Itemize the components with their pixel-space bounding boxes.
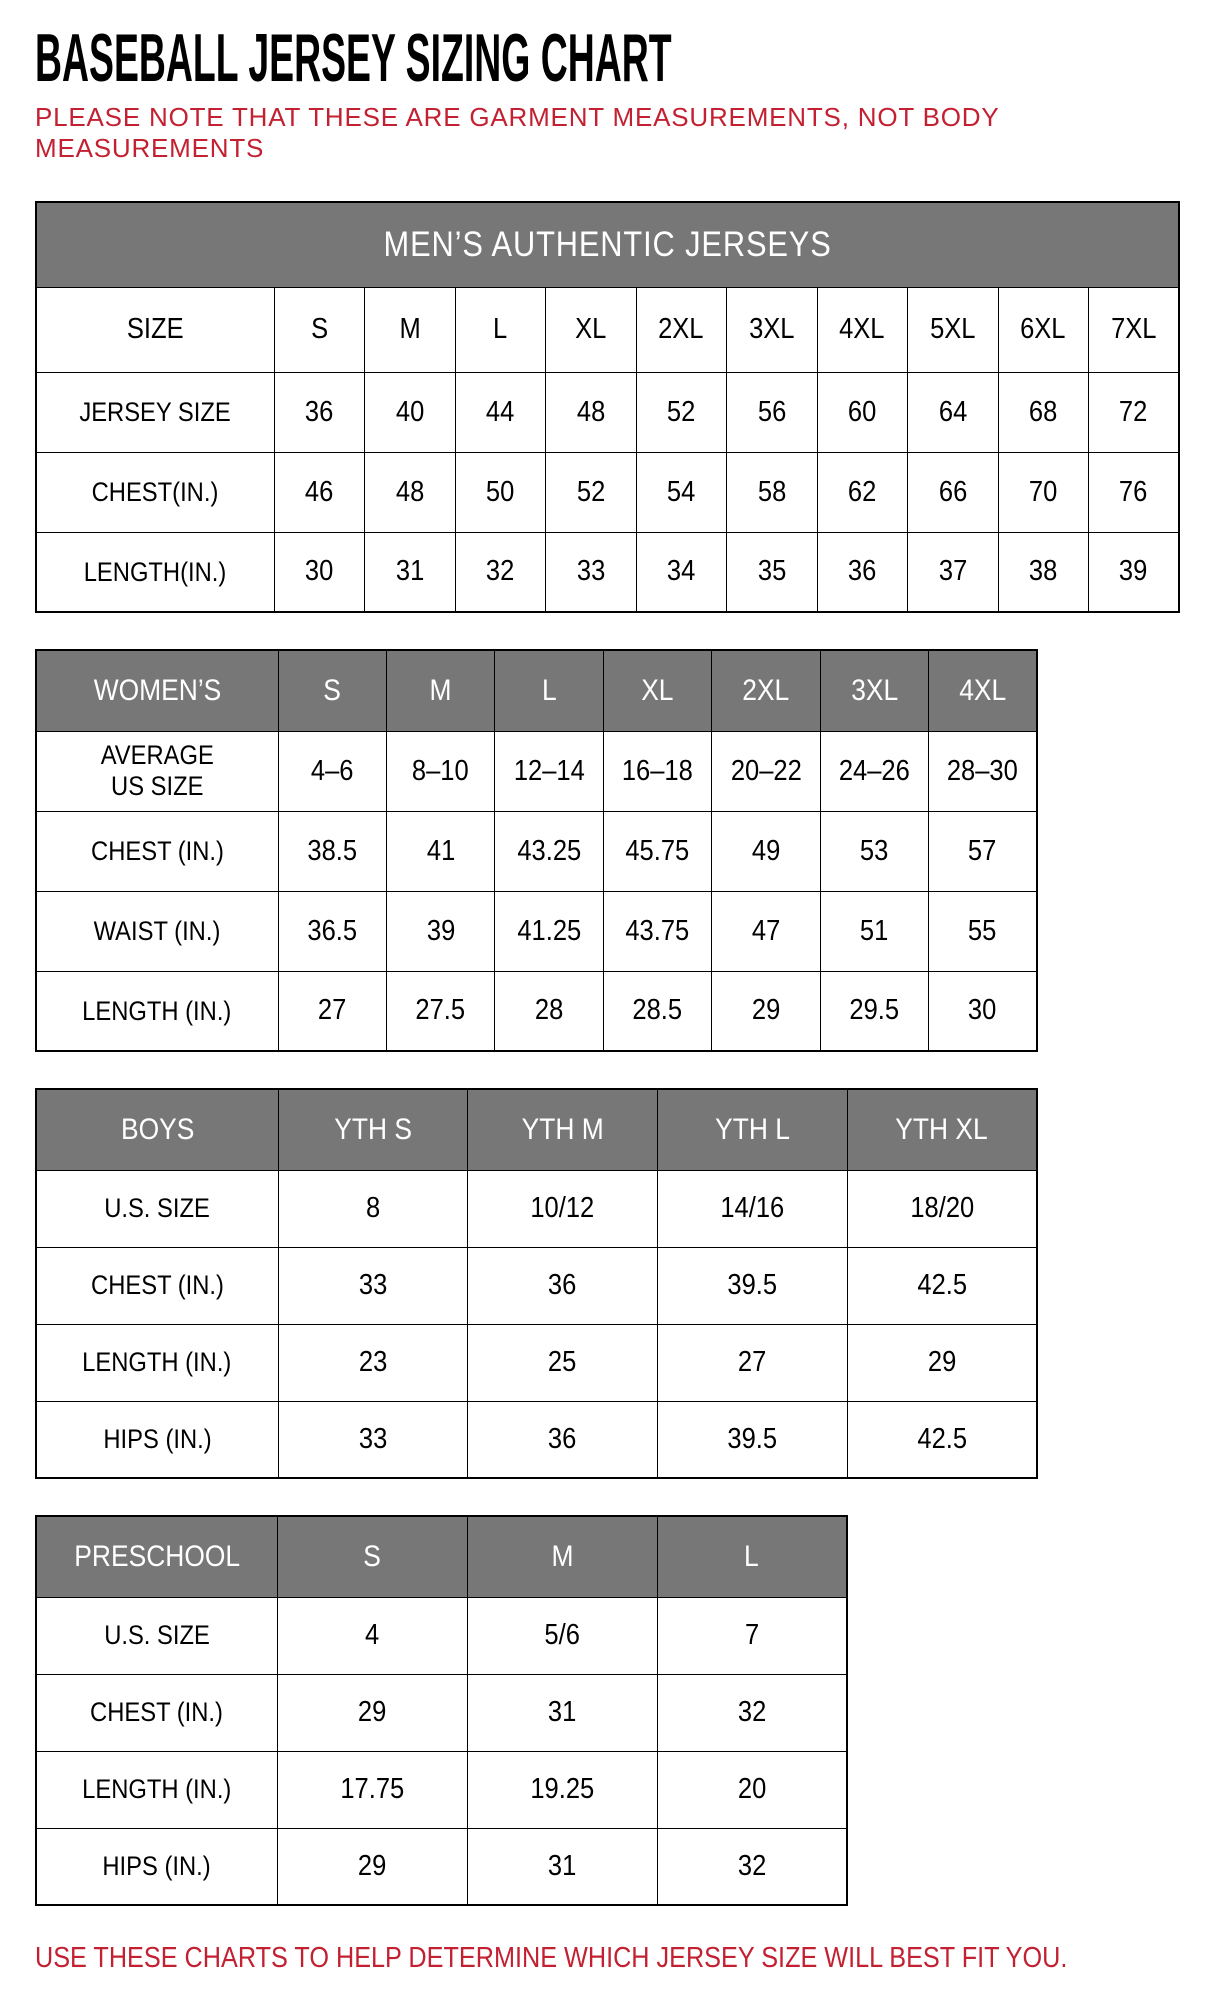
womens-length-in-m-cell — [386, 971, 494, 1051]
mens-col-header-7xl — [1089, 287, 1180, 372]
mens-col-header-6xl-text: 6XL — [1020, 313, 1066, 346]
mens-chest-in-s-cell — [274, 452, 365, 532]
boys-hips-in-yth-m-cell — [468, 1401, 658, 1478]
boys-row-chest-in — [36, 1247, 1037, 1324]
womens-row-length-in — [36, 971, 1037, 1051]
mens-col-header-3xl-text: 3XL — [749, 313, 795, 346]
mens-length-in-3xl-cell — [727, 532, 818, 612]
mens-col-header-xl-text: XL — [575, 313, 607, 346]
preschool-row-label-hips-in-text: HIPS (IN.) — [102, 1851, 211, 1882]
mens-jersey-size-s-cell — [274, 372, 365, 452]
boys-col-header-yth-l — [658, 1089, 848, 1170]
boys-u-s-size-yth-l-value: 14/16 — [720, 1192, 785, 1225]
preschool-hips-in-m-cell — [467, 1828, 657, 1905]
mens-length-in-xl-cell — [546, 532, 637, 612]
womens-row-label-average-us-size-text: AVERAGE US SIZE — [100, 740, 214, 802]
boys-u-s-size-yth-m-value: 10/12 — [530, 1192, 595, 1225]
womens-chest-in-l-cell — [495, 811, 603, 891]
mens-length-in-3xl-value: 35 — [757, 555, 786, 588]
mens-chest-in-5xl-value: 66 — [938, 475, 967, 508]
womens-col-header-2xl-text: 2XL — [742, 673, 790, 707]
boys-chest-in-yth-m-value: 36 — [548, 1269, 577, 1302]
womens-length-in-m-value: 27.5 — [415, 994, 466, 1027]
mens-jersey-size-xl-value: 48 — [576, 395, 605, 428]
boys-length-in-yth-l-value: 27 — [738, 1346, 767, 1379]
preschool-hips-in-s-value: 29 — [357, 1849, 387, 1882]
boys-row-label-length-in-text: LENGTH (IN.) — [82, 1347, 232, 1378]
boys-u-s-size-yth-s-cell — [278, 1170, 468, 1247]
womens-chest-in-xl-value: 45.75 — [625, 834, 690, 867]
note-line-2: MEASUREMENTS — [35, 132, 265, 163]
mens-chest-in-m-cell — [365, 452, 456, 532]
womens-col-header-4xl-text: 4XL — [959, 673, 1006, 707]
preschool-length-in-s-cell — [277, 1751, 467, 1828]
mens-row-label-chest-in — [36, 452, 274, 532]
boys-row-label-hips-in-text: HIPS (IN.) — [103, 1424, 212, 1455]
womens-chest-in-m-cell — [386, 811, 494, 891]
mens-length-in-4xl-cell — [817, 532, 908, 612]
womens-chest-in-2xl-value: 49 — [751, 834, 781, 867]
mens-row-length-in — [36, 532, 1179, 612]
womens-waist-in-s-cell — [278, 891, 386, 971]
womens-col-header-xl-text: XL — [641, 673, 674, 707]
mens-length-in-6xl-cell — [998, 532, 1089, 612]
mens-col-header-3xl — [727, 287, 818, 372]
womens-col-header-women-s-text: WOMEN’S — [93, 673, 222, 707]
womens-waist-in-2xl-value: 47 — [751, 914, 781, 947]
womens-row-waist-in — [36, 891, 1037, 971]
mens-jersey-size-3xl-cell — [727, 372, 818, 452]
preschool-length-in-s-value: 17.75 — [340, 1773, 404, 1806]
boys-u-s-size-yth-l-cell — [658, 1170, 848, 1247]
preschool-u-s-size-m-cell — [467, 1597, 657, 1674]
mens-col-header-m-text: M — [399, 313, 421, 346]
boys-col-header-yth-xl-text: YTH XL — [895, 1112, 989, 1146]
womens-col-header-m — [386, 650, 494, 731]
mens-jersey-size-xl-cell — [546, 372, 637, 452]
preschool-u-s-size-l-cell — [657, 1597, 847, 1674]
mens-col-header-size-text: SIZE — [126, 313, 184, 346]
boys-chest-in-yth-xl-value: 42.5 — [917, 1269, 967, 1302]
preschool-header-row — [36, 1516, 847, 1597]
womens-col-header-women-s — [36, 650, 278, 731]
womens-chest-in-s-value: 38.5 — [307, 834, 358, 867]
boys-header-row — [36, 1089, 1037, 1170]
womens-row-chest-in — [36, 811, 1037, 891]
preschool-row-label-chest-in-text: CHEST (IN.) — [90, 1697, 224, 1728]
womens-col-header-m-text: M — [429, 673, 452, 707]
womens-sizing-table — [35, 649, 1038, 1052]
boys-col-header-boys-text: BOYS — [120, 1112, 194, 1146]
preschool-col-header-s-text: S — [363, 1539, 381, 1573]
womens-waist-in-4xl-value: 55 — [968, 914, 997, 947]
womens-row-average-us-size — [36, 731, 1037, 811]
boys-hips-in-yth-xl-cell — [847, 1401, 1037, 1478]
preschool-length-in-m-value: 19.25 — [530, 1773, 594, 1806]
womens-row-label-chest-in — [36, 811, 278, 891]
mens-col-header-l-text: L — [493, 313, 508, 346]
mens-chest-in-l-cell — [455, 452, 546, 532]
womens-average-us-size-s-cell — [278, 731, 386, 811]
womens-chest-in-l-value: 43.25 — [517, 834, 581, 867]
mens-length-in-xl-value: 33 — [576, 555, 605, 588]
preschool-row-label-length-in-text: LENGTH (IN.) — [82, 1774, 232, 1805]
womens-length-in-4xl-cell — [929, 971, 1037, 1051]
mens-length-in-7xl-value: 39 — [1119, 555, 1148, 588]
preschool-col-header-m — [467, 1516, 657, 1597]
boys-col-header-yth-l-text: YTH L — [714, 1112, 790, 1146]
mens-jersey-size-7xl-value: 72 — [1119, 395, 1148, 428]
boys-length-in-yth-s-cell — [278, 1324, 468, 1401]
boys-row-label-u-s-size-text: U.S. SIZE — [104, 1193, 211, 1224]
womens-length-in-2xl-cell — [712, 971, 820, 1051]
womens-chest-in-4xl-value: 57 — [968, 834, 997, 867]
preschool-hips-in-l-value: 32 — [737, 1849, 766, 1882]
preschool-hips-in-m-value: 31 — [547, 1849, 577, 1882]
mens-banner — [36, 202, 1179, 287]
womens-length-in-s-value: 27 — [318, 994, 347, 1027]
preschool-col-header-preschool-text: PRESCHOOL — [73, 1539, 240, 1573]
preschool-chest-in-s-cell — [277, 1674, 467, 1751]
womens-row-label-length-in-text: LENGTH (IN.) — [82, 995, 232, 1026]
boys-length-in-yth-xl-value: 29 — [927, 1346, 957, 1379]
mens-length-in-m-value: 31 — [395, 555, 424, 588]
womens-row-label-average-us-size — [36, 731, 278, 811]
mens-length-in-l-value: 32 — [486, 555, 515, 588]
boys-hips-in-yth-l-value: 39.5 — [727, 1422, 778, 1455]
note-line-1: PLEASE NOTE THAT THESE ARE GARMENT MEASUREMENTS, NOT BODY — [35, 102, 1000, 132]
womens-col-header-xl — [603, 650, 711, 731]
boys-hips-in-yth-s-cell — [278, 1401, 468, 1478]
mens-col-header-xl — [546, 287, 637, 372]
womens-length-in-l-cell — [495, 971, 603, 1051]
mens-col-header-size — [36, 287, 274, 372]
mens-chest-in-7xl-cell — [1089, 452, 1180, 532]
boys-length-in-yth-m-value: 25 — [548, 1346, 577, 1379]
womens-chest-in-3xl-cell — [820, 811, 928, 891]
mens-col-header-2xl-text: 2XL — [658, 313, 704, 346]
mens-length-in-l-cell — [455, 532, 546, 612]
mens-length-in-s-cell — [274, 532, 365, 612]
preschool-col-header-l — [657, 1516, 847, 1597]
womens-length-in-3xl-value: 29.5 — [849, 994, 900, 1027]
mens-col-header-4xl — [817, 287, 908, 372]
boys-row-label-u-s-size — [36, 1170, 278, 1247]
boys-chest-in-yth-xl-cell — [847, 1247, 1037, 1324]
womens-row-label-waist-in-text: WAIST (IN.) — [93, 915, 221, 946]
garment-measurement-note — [35, 102, 1190, 163]
preschool-hips-in-s-cell — [277, 1828, 467, 1905]
boys-u-s-size-yth-xl-value: 18/20 — [909, 1192, 974, 1225]
boys-col-header-yth-m — [468, 1089, 658, 1170]
womens-average-us-size-2xl-cell — [712, 731, 820, 811]
boys-hips-in-yth-xl-value: 42.5 — [917, 1422, 967, 1455]
preschool-row-u-s-size — [36, 1597, 847, 1674]
mens-banner-text: MEN’S AUTHENTIC JERSEYS — [383, 224, 832, 264]
mens-jersey-size-5xl-cell — [908, 372, 999, 452]
page-title: BASEBALL JERSEY SIZING CHART — [35, 20, 672, 96]
boys-col-header-yth-s — [278, 1089, 468, 1170]
mens-jersey-size-4xl-cell — [817, 372, 908, 452]
preschool-row-label-chest-in — [36, 1674, 277, 1751]
womens-col-header-3xl — [820, 650, 928, 731]
womens-col-header-l-text: L — [541, 673, 557, 707]
mens-jersey-size-m-value: 40 — [395, 395, 424, 428]
womens-average-us-size-xl-cell — [603, 731, 711, 811]
preschool-row-label-u-s-size — [36, 1597, 277, 1674]
womens-col-header-s-text: S — [323, 673, 342, 707]
mens-jersey-size-6xl-cell — [998, 372, 1089, 452]
mens-length-in-2xl-value: 34 — [667, 555, 696, 588]
womens-length-in-xl-value: 28.5 — [632, 994, 683, 1027]
womens-average-us-size-s-value: 4–6 — [310, 754, 354, 787]
preschool-u-s-size-s-value: 4 — [364, 1619, 380, 1652]
preschool-chest-in-s-value: 29 — [357, 1696, 387, 1729]
footer-note — [35, 1942, 1190, 1975]
mens-col-header-7xl-text: 7XL — [1110, 313, 1157, 346]
preschool-length-in-l-value: 20 — [737, 1773, 766, 1806]
boys-chest-in-yth-s-cell — [278, 1247, 468, 1324]
boys-row-hips-in — [36, 1401, 1037, 1478]
boys-col-header-yth-m-text: YTH M — [521, 1112, 604, 1146]
womens-average-us-size-4xl-value: 28–30 — [947, 754, 1019, 787]
preschool-row-label-u-s-size-text: U.S. SIZE — [103, 1620, 210, 1651]
mens-jersey-size-2xl-cell — [636, 372, 727, 452]
preschool-chest-in-m-value: 31 — [547, 1696, 577, 1729]
mens-jersey-size-s-value: 36 — [305, 395, 334, 428]
womens-row-label-length-in — [36, 971, 278, 1051]
mens-chest-in-xl-cell — [546, 452, 637, 532]
boys-chest-in-yth-m-cell — [468, 1247, 658, 1324]
mens-chest-in-5xl-cell — [908, 452, 999, 532]
mens-col-header-l — [455, 287, 546, 372]
mens-row-chest-in — [36, 452, 1179, 532]
boys-row-label-length-in — [36, 1324, 278, 1401]
mens-length-in-4xl-value: 36 — [848, 555, 877, 588]
womens-length-in-l-value: 28 — [534, 994, 564, 1027]
mens-col-header-2xl — [636, 287, 727, 372]
mens-chest-in-3xl-value: 58 — [757, 475, 786, 508]
mens-jersey-size-m-cell — [365, 372, 456, 452]
womens-waist-in-4xl-cell — [929, 891, 1037, 971]
boys-row-label-chest-in — [36, 1247, 278, 1324]
preschool-row-length-in — [36, 1751, 847, 1828]
mens-chest-in-2xl-cell — [636, 452, 727, 532]
mens-jersey-size-4xl-value: 60 — [848, 395, 877, 428]
mens-authentic-jerseys-table — [35, 201, 1180, 613]
boys-u-s-size-yth-xl-cell — [847, 1170, 1037, 1247]
womens-chest-in-m-value: 41 — [426, 834, 455, 867]
womens-chest-in-4xl-cell — [929, 811, 1037, 891]
boys-chest-in-yth-l-cell — [658, 1247, 848, 1324]
boys-row-length-in — [36, 1324, 1037, 1401]
womens-waist-in-3xl-cell — [820, 891, 928, 971]
preschool-row-chest-in — [36, 1674, 847, 1751]
preschool-chest-in-l-value: 32 — [737, 1696, 766, 1729]
boys-col-header-boys — [36, 1089, 278, 1170]
womens-average-us-size-l-cell — [495, 731, 603, 811]
mens-length-in-s-value: 30 — [305, 555, 334, 588]
womens-chest-in-2xl-cell — [712, 811, 820, 891]
womens-average-us-size-m-cell — [386, 731, 494, 811]
womens-length-in-2xl-value: 29 — [751, 994, 781, 1027]
preschool-col-header-preschool — [36, 1516, 277, 1597]
mens-jersey-size-7xl-cell — [1089, 372, 1180, 452]
womens-waist-in-m-cell — [386, 891, 494, 971]
preschool-col-header-m-text: M — [551, 1539, 573, 1573]
womens-waist-in-s-value: 36.5 — [307, 914, 358, 947]
womens-average-us-size-3xl-cell — [820, 731, 928, 811]
womens-average-us-size-l-value: 12–14 — [513, 754, 585, 787]
boys-sizing-table — [35, 1088, 1038, 1479]
mens-row-label-jersey-size — [36, 372, 274, 452]
boys-u-s-size-yth-s-value: 8 — [365, 1192, 380, 1225]
boys-length-in-yth-m-cell — [468, 1324, 658, 1401]
boys-row-u-s-size — [36, 1170, 1037, 1247]
mens-length-in-6xl-value: 38 — [1029, 555, 1058, 588]
mens-jersey-size-l-cell — [455, 372, 546, 452]
mens-jersey-size-3xl-value: 56 — [757, 395, 786, 428]
mens-col-header-5xl-text: 5XL — [930, 313, 976, 346]
womens-waist-in-xl-cell — [603, 891, 711, 971]
mens-row-jersey-size — [36, 372, 1179, 452]
mens-jersey-size-6xl-value: 68 — [1029, 395, 1058, 428]
womens-row-label-waist-in — [36, 891, 278, 971]
boys-length-in-yth-xl-cell — [847, 1324, 1037, 1401]
preschool-sizing-table — [35, 1515, 848, 1906]
mens-chest-in-6xl-value: 70 — [1029, 475, 1058, 508]
womens-col-header-s — [278, 650, 386, 731]
mens-chest-in-l-value: 50 — [486, 475, 515, 508]
womens-length-in-3xl-cell — [820, 971, 928, 1051]
preschool-col-header-s — [277, 1516, 467, 1597]
mens-length-in-m-cell — [365, 532, 456, 612]
boys-hips-in-yth-s-value: 33 — [358, 1422, 388, 1455]
mens-chest-in-4xl-value: 62 — [848, 475, 877, 508]
boys-chest-in-yth-s-value: 33 — [358, 1269, 388, 1302]
preschool-row-label-length-in — [36, 1751, 277, 1828]
preschool-length-in-m-cell — [467, 1751, 657, 1828]
womens-col-header-l — [495, 650, 603, 731]
womens-row-label-chest-in-text: CHEST (IN.) — [90, 835, 224, 866]
womens-chest-in-s-cell — [278, 811, 386, 891]
mens-length-in-5xl-value: 37 — [938, 555, 967, 588]
womens-chest-in-xl-cell — [603, 811, 711, 891]
mens-chest-in-s-value: 46 — [305, 475, 334, 508]
mens-header-row — [36, 287, 1179, 372]
preschool-col-header-l-text: L — [744, 1539, 760, 1573]
womens-header-row — [36, 650, 1037, 731]
mens-length-in-7xl-cell — [1089, 532, 1180, 612]
womens-col-header-4xl — [929, 650, 1037, 731]
womens-average-us-size-m-value: 8–10 — [412, 754, 470, 787]
boys-col-header-yth-s-text: YTH S — [333, 1112, 412, 1146]
preschool-u-s-size-s-cell — [277, 1597, 467, 1674]
preschool-length-in-l-cell — [657, 1751, 847, 1828]
mens-row-label-chest-in-text: CHEST(IN.) — [91, 476, 219, 507]
mens-col-header-6xl — [998, 287, 1089, 372]
boys-length-in-yth-s-value: 23 — [358, 1346, 388, 1379]
preschool-u-s-size-m-value: 5/6 — [544, 1619, 580, 1652]
womens-average-us-size-xl-value: 16–18 — [621, 754, 693, 787]
mens-chest-in-7xl-value: 76 — [1119, 475, 1148, 508]
mens-chest-in-4xl-cell — [817, 452, 908, 532]
mens-col-header-m — [365, 287, 456, 372]
preschool-chest-in-m-cell — [467, 1674, 657, 1751]
boys-col-header-yth-xl — [847, 1089, 1037, 1170]
mens-banner-row — [36, 202, 1179, 287]
boys-chest-in-yth-l-value: 39.5 — [727, 1269, 778, 1302]
preschool-u-s-size-l-value: 7 — [744, 1619, 759, 1652]
womens-chest-in-3xl-value: 53 — [860, 834, 889, 867]
womens-waist-in-m-value: 39 — [426, 914, 455, 947]
mens-length-in-5xl-cell — [908, 532, 999, 612]
mens-chest-in-2xl-value: 54 — [667, 475, 696, 508]
mens-row-label-length-in-text: LENGTH(IN.) — [83, 556, 227, 587]
footer-note-text: USE THESE CHARTS TO HELP DETERMINE WHICH JERSEY SIZE WILL BEST FIT YOU. — [35, 1942, 1068, 1975]
womens-col-header-2xl — [712, 650, 820, 731]
mens-jersey-size-2xl-value: 52 — [667, 395, 696, 428]
womens-length-in-s-cell — [278, 971, 386, 1051]
preschool-hips-in-l-cell — [657, 1828, 847, 1905]
boys-row-label-hips-in — [36, 1401, 278, 1478]
womens-average-us-size-3xl-value: 24–26 — [838, 754, 910, 787]
womens-waist-in-2xl-cell — [712, 891, 820, 971]
preschool-row-hips-in — [36, 1828, 847, 1905]
mens-row-label-length-in — [36, 532, 274, 612]
mens-chest-in-6xl-cell — [998, 452, 1089, 532]
womens-average-us-size-2xl-value: 20–22 — [730, 754, 802, 787]
mens-jersey-size-l-value: 44 — [486, 395, 515, 428]
mens-chest-in-m-value: 48 — [395, 475, 424, 508]
womens-waist-in-l-value: 41.25 — [517, 914, 581, 947]
boys-length-in-yth-l-cell — [658, 1324, 848, 1401]
boys-hips-in-yth-l-cell — [658, 1401, 848, 1478]
mens-length-in-2xl-cell — [636, 532, 727, 612]
womens-col-header-3xl-text: 3XL — [850, 673, 898, 707]
womens-length-in-xl-cell — [603, 971, 711, 1051]
preschool-chest-in-l-cell — [657, 1674, 847, 1751]
preschool-row-label-hips-in — [36, 1828, 277, 1905]
mens-chest-in-xl-value: 52 — [576, 475, 605, 508]
mens-chest-in-3xl-cell — [727, 452, 818, 532]
mens-jersey-size-5xl-value: 64 — [938, 395, 967, 428]
womens-length-in-4xl-value: 30 — [968, 994, 997, 1027]
mens-col-header-s-text: S — [310, 313, 328, 346]
boys-hips-in-yth-m-value: 36 — [548, 1422, 577, 1455]
mens-col-header-s — [274, 287, 365, 372]
boys-u-s-size-yth-m-cell — [468, 1170, 658, 1247]
womens-waist-in-l-cell — [495, 891, 603, 971]
boys-row-label-chest-in-text: CHEST (IN.) — [90, 1270, 224, 1301]
mens-col-header-5xl — [908, 287, 999, 372]
womens-waist-in-3xl-value: 51 — [860, 914, 889, 947]
womens-average-us-size-4xl-cell — [929, 731, 1037, 811]
womens-waist-in-xl-value: 43.75 — [625, 914, 690, 947]
mens-row-label-jersey-size-text: JERSEY SIZE — [79, 396, 231, 427]
mens-col-header-4xl-text: 4XL — [839, 313, 885, 346]
